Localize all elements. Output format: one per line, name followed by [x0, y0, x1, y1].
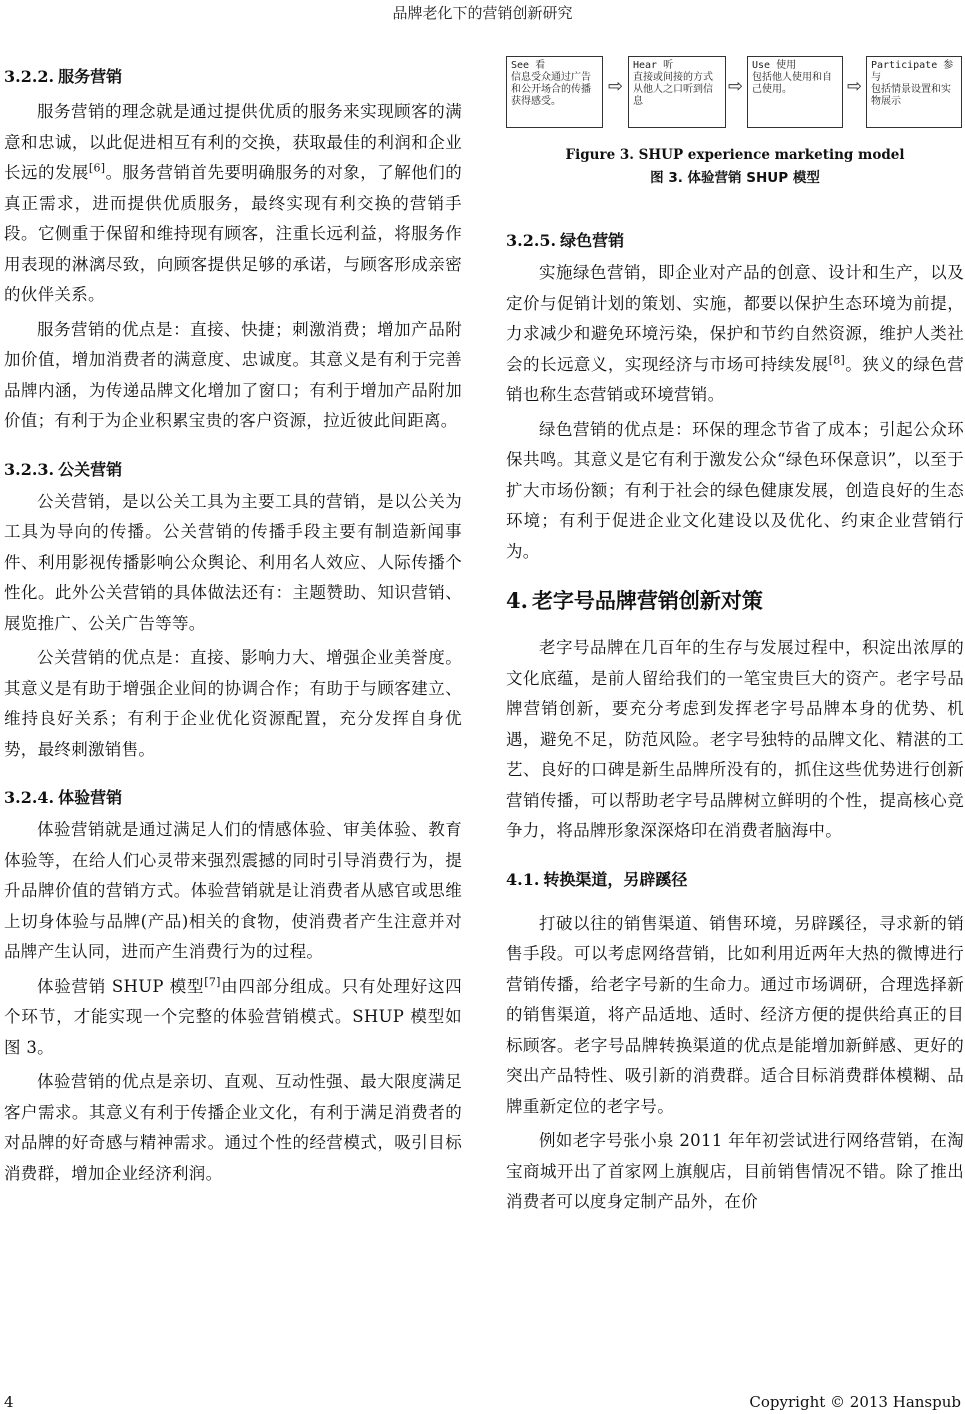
- paragraph: 服务营销的优点是：直接、快捷；刺激消费；增加产品附加价值，增加消费者的满意度、忠诚度。其意义是有利于完善品牌内涵，为传递品牌文化增加了窗口；有利于增加产品附加价值；有利于为企业积累宝贵的客户资源，拉近彼此间距离。: [4, 319, 462, 430]
- figure-3: [506, 56, 964, 206]
- section-number: 4.: [506, 588, 528, 613]
- section-4-heading: [506, 587, 964, 615]
- flow-box-key: Participate 参与: [871, 60, 954, 83]
- section-title: 转换渠道，另辟蹊径: [543, 869, 688, 889]
- text-run: 。服务营销首先要明确服务的对象，了解他们的真正需求，进而提供优质服务，最终实现有利交换的营销手段。它侧重于保留和维持现有顾客，注重长远利益，将服务作用表现的淋漓尽致，向顾客提供足够的承诺，与顾客形成亲密的伙伴关系。: [4, 163, 462, 304]
- section-3-2-3-heading: [4, 459, 462, 481]
- section-title: 老字号品牌营销创新对策: [531, 589, 763, 613]
- section-number: 4.1.: [506, 869, 540, 889]
- section-number: 3.2.4.: [4, 788, 55, 807]
- section-number: 3.2.2.: [4, 67, 55, 86]
- flow-box-participate: [866, 56, 962, 128]
- paragraph: 绿色营销的优点是：环保的理念节省了成本；引起公众环保共鸣。其意义是它有利于激发公众“绿色环保意识”，以至于扩大市场份额；有利于社会的绿色健康发展，创造良好的生态环境；有利于促进企业文化建设以及优化、约束企业营销行为。: [506, 419, 964, 561]
- paragraph: 老字号品牌在几百年的生存与发展过程中，积淀出浓厚的文化底蕴，是前人留给我们的一笔宝贵巨大的资产。老字号品牌营销创新，要充分考虑到发挥老字号品牌本身的优势、机遇，避免不足，防范风险。老字号独特的品牌文化、精湛的工艺、良好的口碑是新生品牌所没有的，抓住这些优势进行创新营销传播，可以帮助老字号品牌树立鲜明的个性，提高核心竞争力，将品牌形象深深烙印在消费者脑海中。: [506, 638, 964, 840]
- section-title: 体验营销: [58, 788, 123, 807]
- text-run: 。狭义的绿色营销也称生态营销或环境营销。: [506, 354, 964, 404]
- paragraph: 例如老字号张小泉 2011 年年初尝试进行网络营销，在淘宝商城开出了首家网上旗舰店，目前销售情况不错。除了推出消费者可以度身定制产品外，在价: [506, 1131, 964, 1211]
- flow-box-desc: 包括情景设置和实物展示: [871, 84, 951, 107]
- figure-caption-en: Figure 3. SHUP experience marketing model: [565, 147, 905, 163]
- paragraph: 公关营销，是以公关工具为主要工具的营销，是以公关为工具为导向的传播。公关营销的传播手段主要有制造新闻事件、利用影视传播影响公众舆论、利用名人效应、人际传播个性化。此外公关营销的具体做法还有：主题赞助、知识营销、展览推广、公关广告等等。: [4, 491, 462, 633]
- flow-box-desc: 信息受众通过广告和公开场合的传播获得感受。: [511, 72, 591, 107]
- citation-ref: [8]: [828, 353, 846, 366]
- flow-box-see: [506, 56, 603, 128]
- running-header: 品牌老化下的营销创新研究: [392, 4, 573, 22]
- section-3-2-5-heading: [506, 230, 964, 252]
- flow-box-hear: [628, 56, 726, 128]
- section-number: 3.2.3.: [4, 459, 55, 479]
- page-number: 4: [4, 1393, 14, 1411]
- citation-ref: [7]: [204, 975, 221, 988]
- text-run: 体验营销 SHUP 模型: [37, 976, 205, 996]
- text-run: 实施绿色营销，即企业对产品的创意、设计和生产，以及定价与促销计划的策划、实施，都要以保护生态环境为前提，力求减少和避免环境污染，保护和节约自然资源，维护人类社会的长远意义，实现经济与市场可持续发展: [506, 263, 964, 374]
- paragraph: 公关营销的优点是：直接、影响力大、增强企业美誉度。其意义是有助于增强企业间的协调合作；有助于与顾客建立、维持良好关系；有利于企业优化资源配置，充分发挥自身优势，最终刺激销售。: [4, 648, 462, 759]
- section-title: 公关营销: [58, 459, 123, 479]
- flow-box-key: Use 使用: [752, 60, 797, 71]
- arrow-right-icon: ⇨: [847, 76, 863, 97]
- section-4-1-heading: [506, 869, 964, 891]
- figure-caption-zh: 图 3. 体验营销 SHUP 模型: [650, 170, 820, 186]
- text-run: 服务营销的理念就是通过提供优质的服务来实现顾客的满意和忠诚，以此促进相互有利的交换，获取最佳的利润和企业长远的发展: [4, 102, 462, 182]
- section-title: 绿色营销: [560, 231, 625, 250]
- paragraph: 体验营销就是通过满足人们的情感体验、审美体验、教育体验等，在给人们心灵带来强烈震撼的同时引导消费行为，提升品牌价值的营销方式。体验营销就是让消费者从感官或思维上切身体验与品牌(产品)相关的食物，使消费者产生注意并对品牌产生认同，进而产生消费行为的过程。: [4, 820, 462, 961]
- text-run: 由四部分组成。只有处理好这四个环节，才能实现一个完整的体验营销模式。SHUP 模型如图 3。: [4, 976, 463, 1057]
- section-title: 服务营销: [58, 67, 123, 86]
- copyright-notice: Copyright © 2013 Hanspub: [749, 1393, 961, 1411]
- section-number: 3.2.5.: [506, 231, 557, 250]
- section-3-2-4-heading: [4, 787, 462, 809]
- flow-box-desc: 包括他人使用和自己使用。: [752, 72, 832, 95]
- paragraph: [4, 97, 462, 311]
- paragraph: [4, 972, 462, 1064]
- arrow-right-icon: ⇨: [728, 76, 744, 97]
- flow-box-use: [747, 56, 843, 128]
- flow-box-key: Hear 听: [633, 60, 674, 71]
- left-column: [4, 60, 462, 1189]
- right-column: [506, 56, 964, 1218]
- flow-box-desc: 直接或间接的方式从他人之口听到信息: [633, 72, 713, 107]
- arrow-right-icon: ⇨: [608, 76, 624, 97]
- paragraph: 打破以往的销售渠道、销售环境，另辟蹊径，寻求新的销售手段。可以考虑网络营销，比如利用近两年大热的微博进行营销传播，给老字号新的生命力。通过市场调研，合理选择新的销售渠道，将产品适地、适时、经济方便的提供给真正的目标顾客。老字号品牌转换渠道的优点是能增加新鲜感、更好的突出产品特性、吸引新的消费群。适合目标消费群体模糊、品牌重新定位的老字号。: [506, 913, 964, 1116]
- citation-ref: [6]: [88, 161, 106, 175]
- paragraph: [506, 258, 964, 411]
- flow-box-key: See 看: [511, 60, 546, 71]
- paragraph: 体验营销的优点是亲切、直观、互动性强、最大限度满足客户需求。其意义有利于传播企业文化，有利于满足消费者的对品牌的好奇感与精神需求。通过个性的经营模式，吸引目标消费群，增加企业经济利润。: [4, 1072, 462, 1183]
- section-3-2-2-heading: [4, 66, 462, 88]
